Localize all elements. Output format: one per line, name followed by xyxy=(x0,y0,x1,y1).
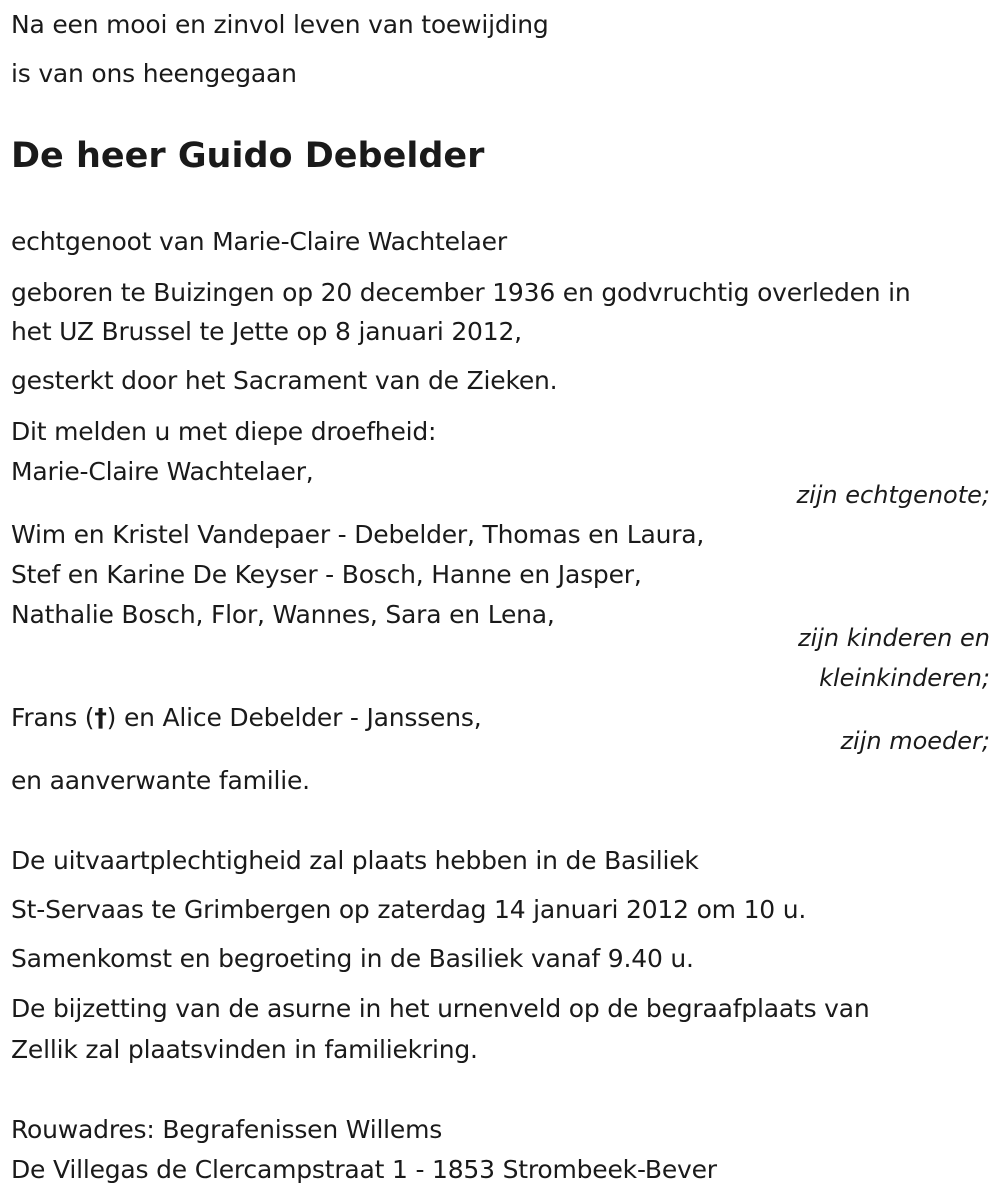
funeral-line-4: De bijzetting van de asurne in het urnenveld op de begraafplaats van xyxy=(11,994,870,1023)
birth-death-line-2: het UZ Brussel te Jette op 8 januari 2012, xyxy=(11,317,522,346)
mother-before: Frans ( xyxy=(11,703,95,732)
children-line-1: Wim en Kristel Vandepaer - Debelder, Thomas en Laura, xyxy=(11,520,705,549)
mother-after: ) en Alice Debelder - Janssens, xyxy=(106,703,482,732)
children-line-3: Nathalie Bosch, Flor, Wannes, Sara en Lena, xyxy=(11,600,555,629)
sacrament-line: gesterkt door het Sacrament van de Zieken. xyxy=(11,366,558,395)
funeral-line-3: Samenkomst en begroeting in de Basiliek vanaf 9.40 u. xyxy=(11,944,694,973)
intro-line-2: is van ons heengegaan xyxy=(11,59,297,88)
contact-line-2: De Villegas de Clercampstraat 1 - 1853 Strombeek-Bever xyxy=(11,1155,717,1184)
cross-icon: † xyxy=(94,703,107,732)
birth-death-line-1: geboren te Buizingen op 20 december 1936 en godvruchtig overleden in xyxy=(11,278,911,307)
children-relation-line-1: zijn kinderen en xyxy=(798,624,990,652)
funeral-line-1: De uitvaartplechtigheid zal plaats hebben in de Basiliek xyxy=(11,846,699,875)
family-line: en aanverwante familie. xyxy=(11,766,310,795)
announcement-intro: Dit melden u met diepe droefheid: xyxy=(11,417,437,446)
children-relation-line-2: kleinkinderen; xyxy=(819,664,990,692)
spouse-name: Marie-Claire Wachtelaer, xyxy=(11,457,314,486)
deceased-name: De heer Guido Debelder xyxy=(11,136,485,176)
intro-line-1: Na een mooi en zinvol leven van toewijding xyxy=(11,10,549,39)
contact-line-1: Rouwadres: Begrafenissen Willems xyxy=(11,1115,443,1144)
mother-line xyxy=(11,698,481,738)
funeral-line-2: St-Servaas te Grimbergen op zaterdag 14 januari 2012 om 10 u. xyxy=(11,895,807,924)
mother-relation: zijn moeder; xyxy=(840,727,990,755)
funeral-line-5: Zellik zal plaatsvinden in familiekring. xyxy=(11,1035,478,1064)
spouse-relation: zijn echtgenote; xyxy=(796,481,990,509)
children-line-2: Stef en Karine De Keyser - Bosch, Hanne en Jasper, xyxy=(11,560,642,589)
spouse-line: echtgenoot van Marie-Claire Wachtelaer xyxy=(11,227,507,256)
